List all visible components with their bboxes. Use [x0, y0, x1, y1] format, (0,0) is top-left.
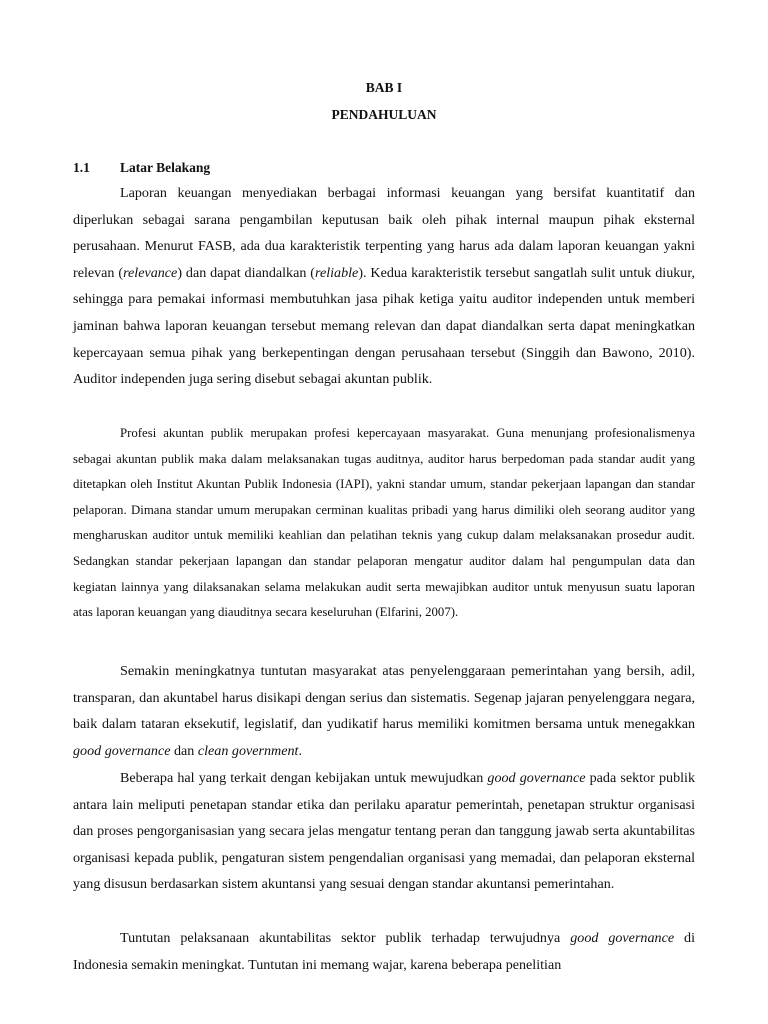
- paragraph-5-text-b: di Indonesia semakin meningkat. Tuntutan ini memang wajar, karena beberapa penelitian: [73, 930, 695, 973]
- paragraph-3-text-b: dan: [170, 742, 198, 759]
- chapter-title: PENDAHULUAN: [331, 107, 437, 122]
- paragraph-4: [73, 765, 695, 898]
- paragraph-5-text-a: Tuntutan pelaksanaan akuntabilitas sektor publik terhadap terwujudnya: [120, 930, 571, 946]
- paragraph-1-italic-reliable: reliable: [314, 264, 359, 281]
- section-title: Latar Belakang: [120, 160, 211, 175]
- section-heading: [73, 160, 210, 176]
- paragraph-5-italic-good-governance: good governance: [570, 930, 675, 946]
- chapter-number: BAB I: [365, 80, 403, 95]
- paragraph-3-italic-clean-government: clean government: [197, 742, 299, 759]
- paragraph-4-text-a: Beberapa hal yang terkait dengan kebijakan untuk mewujudkan: [120, 770, 488, 786]
- section-number: 1.1: [73, 160, 90, 175]
- paragraph-1-text-a: Laporan keuangan menyediakan berbagai informasi keuangan yang bersifat kuantitatif dan diperlukan sebagai sarana pengambilan keputusan baik oleh pihak internal maupun pihak eksternal perusahaan. Menurut FASB, ada dua karakteristik terpenting yang harus ada dalam laporan keuangan yakni relevan (: [73, 185, 695, 281]
- paragraph-2: Profesi akuntan publik merupakan profesi kepercayaan masyarakat. Guna menunjang profesionalismenya sebagai akuntan publik maka dalam melaksanakan tugas auditnya, auditor harus berpedoman pada standar audit yang ditetapkan oleh Institut Akuntan Publik Indonesia (IAPI), yakni standar umum, standar pekerjaan lapangan dan standar pelaporan. Dimana standar umum merupakan cerminan kualitas pribadi yang harus dimiliki oleh seorang auditor yang mengharuskan auditor untuk memiliki keahlian dan pelatihan teknis yang cukup dalam melaksanakan prosedur audit. Sedangkan standar pekerjaan lapangan dan standar pelaporan mengatur auditor dalam hal pengumpulan data dan kegiatan lainnya yang dilaksanakan selama melakukan audit serta mewajibkan auditor untuk menyusun suatu laporan atas laporan keuangan yang diauditnya secara keseluruhan (Elfarini, 2007).: [73, 426, 695, 620]
- paragraph-4-text-b: pada sektor publik antara lain meliputi penetapan standar etika dan perilaku aparatur pemerintah, penetapan struktur organisasi dan proses pengorganisasian yang secara jelas mengatur tentang peran dan tanggung jawab serta akuntabilitas organisasi kepada publik, pengaturan sistem pengendalian organisasi yang memadai, dan pelaporan eksternal yang disusun berdasarkan sistem akuntansi yang sesuai dengan standar akuntansi pemerintahan.: [73, 770, 695, 893]
- paragraph-1-italic-relevance: relevance: [123, 264, 178, 281]
- paragraph-3-italic-good-governance: good governance: [73, 742, 171, 759]
- paragraph-3: [73, 658, 695, 764]
- paragraph-3-text-c: .: [298, 742, 302, 759]
- paragraph-4-italic-good-governance: good governance: [487, 770, 586, 786]
- paragraph-1-text-b: ) dan dapat diandalkan (: [177, 264, 315, 281]
- paragraph-1-text-c: ). Kedua karakteristik tersebut sangatlah sulit untuk diukur, sehingga para pemakai informasi membutuhkan jasa pihak ketiga yaitu auditor independen untuk memberi jaminan bahwa laporan keuangan tersebut memang relevan dan dapat diandalkan serta dapat meningkatkan kepercayaan semua pihak yang berkepentingan dengan perusahaan tersebut (Singgih dan Bawono, 2010). Auditor independen juga sering disebut sebagai akuntan publik.: [73, 264, 695, 388]
- paragraph-3-text-a: Semakin meningkatnya tuntutan masyarakat atas penyelenggaraan pemerintahan yang bersih, adil, transparan, dan akuntabel harus disikapi dengan serius dan sistematis. Segenap jajaran penyelenggara negara, baik dalam tataran eksekutif, legislatif, dan yudikatif harus memiliki komitmen bersama untuk menegakkan: [73, 663, 695, 733]
- paragraph-5: [73, 925, 695, 978]
- paragraph-1: [73, 180, 695, 393]
